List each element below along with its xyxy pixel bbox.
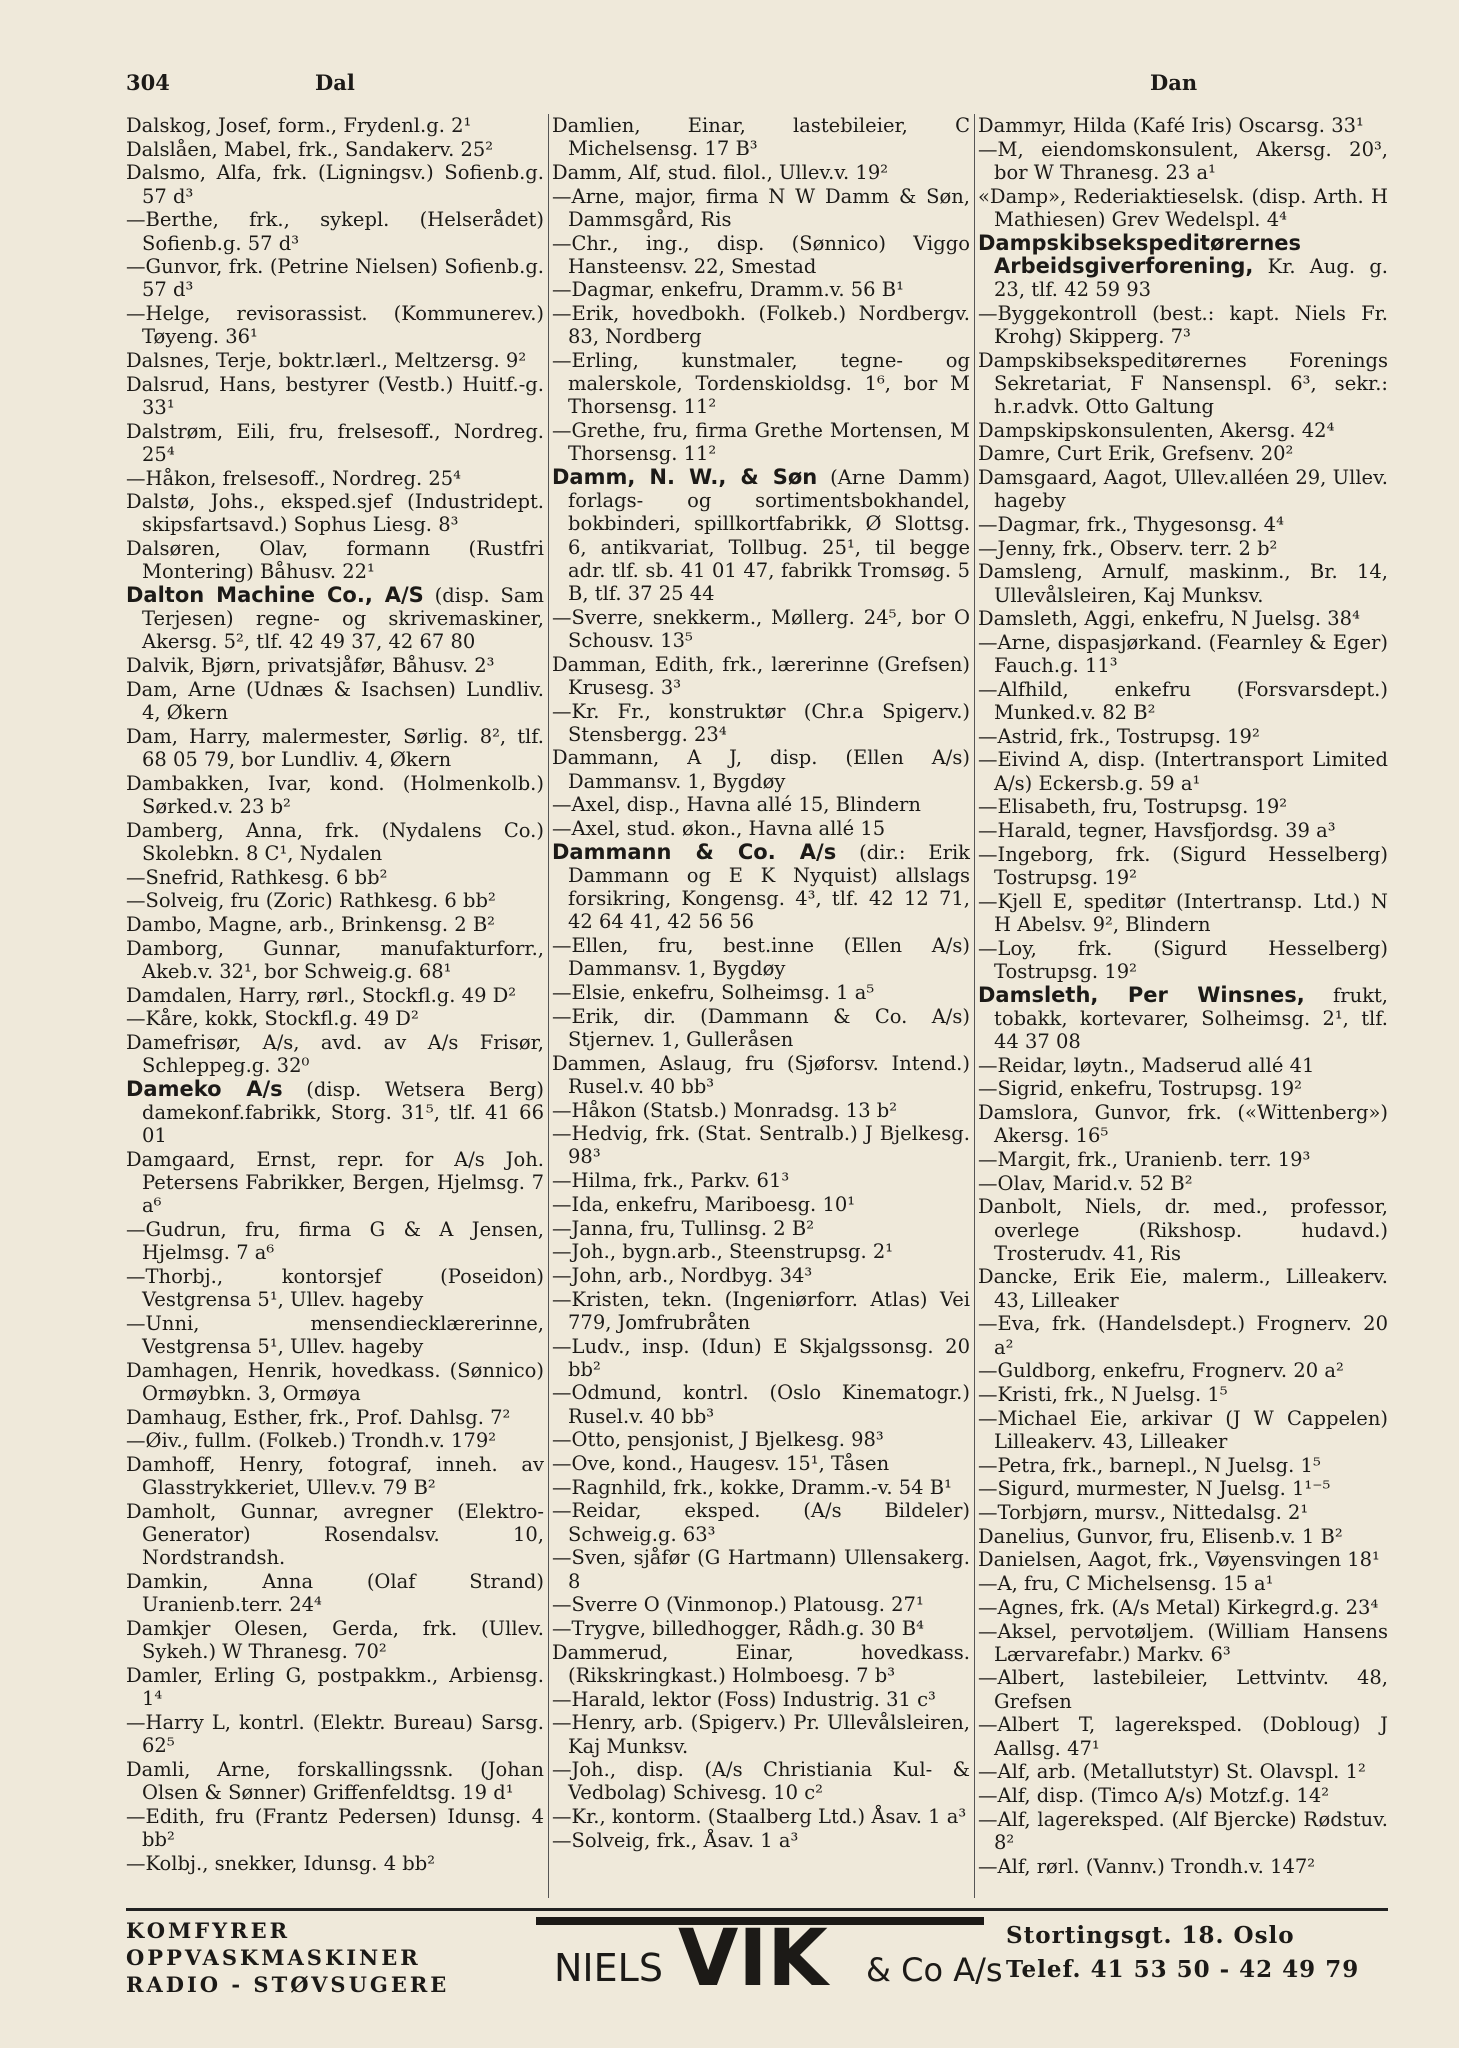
directory-entry <box>552 161 970 184</box>
entry-text: —Sverre, snekkerm., Møllerg. 24⁵, bor O Schousv. 13⁵ <box>552 605 970 652</box>
entry-text: Dambakken, Ivar, kond. (Holmenkolb.) Sørked.v. 23 b² <box>126 771 544 818</box>
directory-entry <box>552 278 970 301</box>
entry-text: —Petra, frk., barnepl., N Juelsg. 1⁵ <box>978 1453 1321 1477</box>
directory-entry <box>978 1501 1388 1524</box>
entry-text: —Agnes, frk. (A/s Metal) Kirkegrd.g. 23⁴ <box>978 1595 1379 1619</box>
directory-entry <box>126 1031 544 1077</box>
directory-entry <box>978 1572 1388 1595</box>
directory-entry <box>978 1760 1388 1783</box>
entry-text: Damhagen, Henrik, hovedkass. (Sønnico) Ormøybkn. 3, Ormøya <box>126 1358 544 1405</box>
entry-text: —Axel, stud. økon., Havna allé 15 <box>552 817 886 841</box>
entry-text: frukt, tobakk, kortevarer, Solheimsg. 2¹, tlf. 44 37 08 <box>994 983 1388 1053</box>
directory-entry <box>978 1525 1388 1548</box>
directory-entry <box>552 1593 970 1616</box>
entry-text: Damler, Erling G, postpakkm., Arbiensg. 1⁴ <box>126 1663 544 1711</box>
directory-entry <box>978 232 1388 302</box>
entry-text: —Hilma, frk., Parkv. 61³ <box>552 1169 790 1193</box>
directory-entry <box>126 1078 544 1148</box>
entry-text: —Håkon, frelsesoff., Nordreg. 25⁴ <box>126 466 461 490</box>
directory-entry <box>978 1713 1388 1759</box>
directory-entry <box>126 772 544 818</box>
directory-entry <box>126 208 544 254</box>
directory-entry <box>978 349 1388 419</box>
directory-entry <box>126 138 544 161</box>
directory-entry <box>978 419 1388 442</box>
entry-text: —Eva, frk. (Handelsdept.) Frognerv. 20 a² <box>978 1312 1388 1359</box>
directory-entry <box>552 1335 970 1381</box>
directory-entry <box>126 537 544 583</box>
entry-text: —Ellen, fru, best.inne (Ellen A/s) Dammansv. 1, Bygdøy <box>552 934 970 981</box>
entry-text: Dambo, Magne, arb., Brinkensg. 2 B² <box>126 912 495 936</box>
entry-text: —Odmund, kontrl. (Oslo Kinematogr.) Rusel.v. 40 bb³ <box>552 1381 970 1428</box>
entry-text: Damre, Curt Erik, Grefsenv. 20² <box>978 442 1294 466</box>
directory-entry <box>978 725 1388 748</box>
entry-text: Dampskibsekspeditørernes Forenings Sekretariat, F Nansenspl. 6³, sekr.: h.r.advk. Otto Galtung <box>978 348 1388 418</box>
directory-entry <box>978 138 1388 184</box>
directory-entry <box>978 631 1388 677</box>
directory-entry <box>552 1688 970 1711</box>
directory-entry <box>552 1805 970 1828</box>
entry-text: Damm, Alf, stud. filol., Ullev.v. 19² <box>552 160 889 184</box>
entry-text: Dammerud, Einar, hovedkass. (Rikskringkast.) Holmboesg. 7 b³ <box>552 1640 970 1687</box>
directory-entry <box>126 678 544 724</box>
entry-text: (dir.: Erik Dammann og E K Nyquist) allslags forsikring, Kongensg. 4³, tlf. 42 12 71, 42 64 41, 42 56 56 <box>568 840 970 934</box>
directory-entry <box>978 984 1388 1054</box>
entry-bold-name: Dameko A/s <box>126 1076 283 1101</box>
directory-entry <box>978 114 1388 137</box>
advertisement-banner <box>126 1908 1388 1995</box>
entry-text: —Olav, Marid.v. 52 B² <box>978 1171 1193 1195</box>
entry-text: Dalsnes, Terje, boktr.lærl., Meltzersg. 9² <box>126 349 527 373</box>
directory-entry <box>978 843 1388 889</box>
directory-entry <box>552 1617 970 1640</box>
directory-entry <box>552 1288 970 1334</box>
entry-text: —Gunvor, frk. (Petrine Nielsen) Sofienb.g. 57 d³ <box>126 255 544 302</box>
entry-text: —Helge, revisorassist. (Kommunerev.) Tøyeng. 36¹ <box>126 302 544 349</box>
entry-text: Damslora, Gunvor, frk. («Wittenberg») Akersg. 16⁵ <box>978 1101 1388 1148</box>
directory-entry <box>126 984 544 1007</box>
directory-entry <box>552 1052 970 1098</box>
directory-entry <box>126 373 544 419</box>
directory-entry <box>978 1407 1388 1453</box>
header-left-word: Dal <box>315 70 355 95</box>
directory-entry <box>552 1264 970 1287</box>
directory-entry <box>126 1429 544 1452</box>
entry-text: —Reidar, løytn., Madserud allé 41 <box>978 1053 1315 1077</box>
entry-text: —Solveig, fru (Zoric) Rathkesg. 6 bb² <box>126 889 496 913</box>
entry-text: —Chr., ing., disp. (Sønnico) Viggo Hansteensv. 22, Smestad <box>552 231 970 278</box>
directory-entry <box>978 537 1388 560</box>
directory-entry <box>978 1596 1388 1619</box>
entry-text: Damhaug, Esther, frk., Prof. Dahlsg. 7² <box>126 1405 511 1429</box>
directory-entry <box>126 1148 544 1218</box>
directory-entry <box>978 1454 1388 1477</box>
entry-text: Damgaard, Ernst, repr. for A/s Joh. Petersens Fabrikker, Bergen, Hjelmsg. 7 a⁶ <box>126 1147 544 1218</box>
entry-text: —Harald, lektor (Foss) Industrig. 31 c³ <box>552 1687 936 1711</box>
directory-entry <box>126 467 544 490</box>
directory-entry <box>126 1570 544 1616</box>
entry-text: —Dagmar, frk., Thygesonsg. 4⁴ <box>978 512 1284 536</box>
ad-product-list <box>126 1917 449 1998</box>
entry-bold-name: Dammann & Co. A/s <box>552 839 837 864</box>
directory-entry <box>552 1122 970 1168</box>
entry-text: —Torbjørn, mursv., Nittedalsg. 2¹ <box>978 1500 1309 1524</box>
entry-text: Dalsøren, Olav, formann (Rustfri Montering) Båhusv. 22¹ <box>126 537 544 584</box>
directory-entry <box>978 1548 1388 1571</box>
directory-entry <box>552 1169 970 1192</box>
entry-text: Damsleth, Aggi, enkefru, N Juelsg. 38⁴ <box>978 607 1360 631</box>
directory-entry <box>126 725 544 771</box>
directory-entry <box>978 1077 1388 1100</box>
directory-entry <box>978 1054 1388 1077</box>
directory-entry <box>978 1383 1388 1406</box>
directory-entry <box>126 1359 544 1405</box>
entry-text: Dalvik, Bjørn, privatsjåfør, Båhusv. 2³ <box>126 654 495 678</box>
entry-text: Dam, Arne (Udnæs & Isachsen) Lundliv. 4, Økern <box>126 677 544 725</box>
directory-entry <box>978 1195 1388 1265</box>
entry-text: —Unni, mensendiecklærerinne, Vestgrensa 5¹, Ullev. hageby <box>126 1311 544 1359</box>
entry-text: —M, eiendomskonsulent, Akersg. 20³, bor W Thranesg. 23 a¹ <box>978 137 1388 184</box>
directory-entry <box>552 841 970 934</box>
directory-entry <box>978 1101 1388 1147</box>
directory-entry <box>552 1193 970 1216</box>
entry-text: —Harald, tegner, Havsfjordsg. 39 a³ <box>978 819 1336 843</box>
ad-address <box>1006 1919 1359 1987</box>
directory-entry <box>126 1711 544 1757</box>
directory-entry <box>126 1406 544 1429</box>
entry-text: —Sven, sjåfør (G Hartmann) Ullensakerg. 8 <box>552 1546 970 1593</box>
entry-text: —Grethe, fru, firma Grethe Mortensen, M Thorsensg. 11² <box>552 419 970 466</box>
ad-line: OPPVASKMASKINER <box>126 1945 421 1970</box>
directory-entry <box>126 255 544 301</box>
directory-entry <box>978 748 1388 794</box>
directory-entry <box>552 1499 970 1545</box>
directory-entry <box>978 302 1388 348</box>
entry-text: —Elisabeth, fru, Tostrupsg. 19² <box>978 795 1288 819</box>
page-number: 304 <box>126 70 170 95</box>
directory-entry <box>978 1265 1388 1311</box>
ad-phone: Telef. 41 53 50 - 42 49 79 <box>1006 1956 1360 1983</box>
directory-entry <box>978 1359 1388 1382</box>
entry-text: —Trygve, billedhogger, Rådh.g. 30 B⁴ <box>552 1617 924 1640</box>
directory-entry <box>126 302 544 348</box>
entry-text: Damdalen, Harry, rørl., Stockfl.g. 49 D² <box>126 983 517 1007</box>
directory-entry <box>552 1005 970 1051</box>
entry-text: —Gudrun, fru, firma G & A Jensen, Hjelmsg. 7 a⁶ <box>126 1218 544 1265</box>
entry-bold-name: Dampskibsekspeditørernes Arbeidsgiverforening, <box>978 230 1302 278</box>
directory-entry <box>978 819 1388 842</box>
entry-text: —Alf, disp. (Timco A/s) Motzf.g. 14² <box>978 1783 1330 1807</box>
directory-entry <box>126 1453 544 1499</box>
entry-text: —Erik, hovedbokh. (Folkeb.) Nordbergv. 83, Nordberg <box>552 302 970 349</box>
logo-niels: NIELS <box>554 1946 663 1990</box>
directory-entry <box>978 466 1388 512</box>
directory-entry <box>978 185 1388 231</box>
header-right-word: Dan <box>1150 70 1198 95</box>
directory-entry <box>126 1852 544 1875</box>
entry-text: —Janna, fru, Tullinsg. 2 B² <box>552 1216 815 1240</box>
directory-entry <box>978 1855 1388 1878</box>
directory-entry <box>552 793 970 816</box>
entry-text: Danielsen, Aagot, frk., Vøyensvingen 18¹ <box>978 1548 1380 1572</box>
entry-text: —Alf, rørl. (Vannv.) Trondh.v. 147² <box>978 1854 1316 1878</box>
directory-entry <box>126 1500 544 1570</box>
directory-entry <box>978 1148 1388 1171</box>
entry-text: —Albert T, lagereksped. (Dobloug) J Aallsg. 47¹ <box>978 1713 1388 1760</box>
entry-text: —Sigurd, murmester, N Juelsg. 1¹⁻⁵ <box>978 1477 1331 1501</box>
directory-entry <box>552 114 970 160</box>
directory-entry <box>978 442 1388 465</box>
ad-line: RADIO - STØVSUGERE <box>126 1972 450 1997</box>
directory-entry <box>126 889 544 912</box>
entry-text: (Arne Damm) forlags- og sortimentsbokhandel, bokbinderi, spillkortfabrikk, Ø Slottsg. 6, antikvariat, Tollbug. 25¹, til begge adr. tlf. sb. 41 01 47, fabrikk Tromsøg. 5 B, tlf. 37 25 44 <box>568 466 970 606</box>
entry-text: Danbolt, Niels, dr. med., professor, overlege (Rikshosp. hudavd.) Trosterudv. 41, Ris <box>978 1195 1388 1265</box>
directory-entry <box>552 349 970 419</box>
directory-entry <box>126 114 544 137</box>
directory-entry <box>978 1620 1388 1666</box>
directory-entry <box>126 1007 544 1030</box>
entry-text: Damberg, Anna, frk. (Nydalens Co.) Skolebkn. 8 C¹, Nydalen <box>126 818 544 865</box>
directory-entry <box>552 1476 970 1499</box>
entry-text: —Kristi, frk., N Juelsg. 1⁵ <box>978 1382 1228 1406</box>
entry-text: —Reidar, eksped. (A/s Bildeler) Schweig.g. 63³ <box>552 1499 970 1546</box>
entry-text: —Eivind A, disp. (Intertransport Limited A/s) Eckersb.g. 59 a¹ <box>978 748 1388 795</box>
entry-text: —Øiv., fullm. (Folkeb.) Trondh.v. 179² <box>126 1429 497 1453</box>
directory-entry <box>978 1808 1388 1854</box>
entry-text: Damlien, Einar, lastebileier, C Michelsensg. 17 B³ <box>552 114 970 161</box>
entry-text: —Aksel, pervotøljem. (William Hansens Lærvarefabr.) Markv. 6³ <box>978 1619 1388 1666</box>
entry-text: —Hedvig, frk. (Stat. Sentralb.) J Bjelkesg. 98³ <box>552 1122 970 1169</box>
directory-entry <box>552 1641 970 1687</box>
directory-entry <box>978 937 1388 983</box>
entry-text: —Ingeborg, frk. (Sigurd Hesselberg) Tostrupsg. 19² <box>978 842 1388 889</box>
directory-entry <box>978 1172 1388 1195</box>
entry-text: —Dagmar, enkefru, Dramm.v. 56 B¹ <box>552 278 904 302</box>
entry-text: Dammyr, Hilda (Kafé Iris) Oscarsg. 33¹ <box>978 114 1364 137</box>
entry-text: Damsleng, Arnulf, maskinm., Br. 14, Ullevålsleiren, Kaj Munksv. <box>978 560 1388 607</box>
entry-text: —Snefrid, Rathkesg. 6 bb² <box>126 865 388 889</box>
directory-entry <box>126 1617 544 1663</box>
directory-entry <box>126 584 544 654</box>
entry-text: —Erling, kunstmaler, tegne- og malerskole, Tordenskioldsg. 1⁶, bor M Thorsensg. 11² <box>552 349 970 419</box>
entry-text: —Otto, pensjonist, J Bjelkesg. 98³ <box>552 1428 884 1452</box>
entry-text: Damkin, Anna (Olaf Strand) Uranienb.terr. 24⁴ <box>126 1570 544 1617</box>
directory-entry <box>126 349 544 372</box>
directory-entry <box>978 1666 1388 1712</box>
entry-text: —Alf, lagereksped. (Alf Bjercke) Rødstuv. 8² <box>978 1807 1388 1854</box>
entry-text: —Henry, arb. (Spigerv.) Pr. Ullevålsleiren, Kaj Munksv. <box>552 1711 970 1758</box>
entry-text: —Loy, frk. (Sigurd Hesselberg) Tostrupsg. 19² <box>978 936 1388 983</box>
entry-text: —Edith, fru (Frantz Pedersen) Idunsg. 4 bb² <box>126 1804 544 1851</box>
directory-entry <box>126 1218 544 1264</box>
directory-entry <box>552 653 970 699</box>
directory-entry <box>552 1099 970 1122</box>
entry-text: —Michael Eie, arkivar (J W Cappelen) Lilleakerv. 43, Lilleaker <box>978 1406 1388 1453</box>
directory-column-1 <box>126 114 544 1875</box>
directory-entry <box>126 866 544 889</box>
entry-text: Dalskog, Josef, form., Frydenl.g. 2¹ <box>126 114 472 137</box>
entry-text: Damholt, Gunnar, avregner (Elektro-Generator) Rosendalsv. 10, Nordstrandsh. <box>126 1499 544 1570</box>
entry-text: Dammann, A J, disp. (Ellen A/s) Dammansv. 1, Bygdøy <box>552 746 970 793</box>
entry-text: Damkjer Olesen, Gerda, frk. (Ullev. Sykeh.) W Thranesg. 70² <box>126 1617 544 1664</box>
directory-entry <box>978 678 1388 724</box>
entry-text: —Sigrid, enkefru, Tostrupsg. 19² <box>978 1077 1302 1101</box>
entry-text: —Guldborg, enkefru, Frognerv. 20 a² <box>978 1359 1344 1383</box>
directory-entry <box>978 607 1388 630</box>
entry-text: Dalstø, Johs., eksped.sjef (Industridept. skipsfartsavd.) Sophus Liesg. 8³ <box>126 490 544 537</box>
directory-entry <box>552 1711 970 1757</box>
directory-entry <box>126 913 544 936</box>
directory-entry <box>552 1428 970 1451</box>
entry-text: «Damp», Rederiaktieselsk. (disp. Arth. H Mathiesen) Grev Wedelspl. 4⁴ <box>978 184 1388 231</box>
directory-entry <box>978 1784 1388 1807</box>
entry-text: —John, arb., Nordbyg. 34³ <box>552 1263 813 1287</box>
ad-line: KOMFYRER <box>126 1918 291 1943</box>
directory-entry <box>126 1312 544 1358</box>
directory-entry <box>126 1664 544 1710</box>
entry-text: Dalslåen, Mabel, frk., Sandakerv. 25² <box>126 137 494 161</box>
column-divider <box>974 114 975 1898</box>
entry-text: Damli, Arne, forskallingssnk. (Johan Olsen & Sønner) Griffenfeldtsg. 19 d¹ <box>126 1757 544 1804</box>
entry-text: —Sverre O (Vinmonop.) Platousg. 27¹ <box>552 1593 924 1617</box>
entry-text: —Kjell E, speditør (Intertransp. Ltd.) N H Abelsv. 9², Blindern <box>978 889 1388 936</box>
directory-entry <box>552 1381 970 1427</box>
entry-text: Dalsrud, Hans, bestyrer (Vestb.) Huitf.-g. 33¹ <box>126 372 544 419</box>
directory-entry <box>552 1829 970 1852</box>
entry-text: Damsgaard, Aagot, Ullev.alléen 29, Ullev. hageby <box>978 466 1388 513</box>
directory-entry <box>978 1312 1388 1358</box>
entry-text: —Harry L, kontrl. (Elektr. Bureau) Sarsg. 62⁵ <box>126 1710 544 1758</box>
entry-text: Danelius, Gunvor, fru, Elisenb.v. 1 B² <box>978 1524 1343 1548</box>
entry-text: —Alfhild, enkefru (Forsvarsdept.) Munked.v. 82 B² <box>978 677 1388 725</box>
entry-text: —Astrid, frk., Tostrupsg. 19² <box>978 724 1260 748</box>
entry-text: Dalsmo, Alfa, frk. (Ligningsv.) Sofienb.g. 57 d³ <box>126 161 544 208</box>
directory-entry <box>978 513 1388 536</box>
entry-text: Damefrisør, A/s, avd. av A/s Frisør, Schleppeg.g. 32⁰ <box>126 1030 544 1078</box>
entry-text: —Elsie, enkefru, Solheimsg. 1 a⁵ <box>552 981 875 1005</box>
directory-entry <box>126 1265 544 1311</box>
entry-text: Dalstrøm, Eili, fru, frelsesoff., Nordreg. 25⁴ <box>126 419 544 466</box>
entry-text: —Kr., kontorm. (Staalberg Ltd.) Åsav. 1 a³ <box>552 1805 967 1829</box>
entry-text: —Berthe, frk., sykepl. (Helserådet) Sofienb.g. 57 d³ <box>126 208 544 255</box>
logo-co: & Co A/s <box>866 1951 1003 1989</box>
entry-text: Kr. Aug. g. 23, tlf. 42 59 93 <box>994 254 1388 301</box>
directory-entry <box>126 490 544 536</box>
column-divider <box>548 114 549 1898</box>
entry-text: Damhoff, Henry, fotograf, inneh. av Glasstrykkeriet, Ullev.v. 79 B² <box>126 1453 544 1500</box>
entry-text: —Byggekontroll (best.: kapt. Niels Fr. Krohg) Skipperg. 7³ <box>978 301 1388 348</box>
directory-entry <box>552 1217 970 1240</box>
entry-text: —Ida, enkefru, Mariboesg. 10¹ <box>552 1192 856 1216</box>
directory-entry <box>978 795 1388 818</box>
directory-entry <box>552 746 970 792</box>
entry-text: —Ove, kond., Haugesv. 15¹, Tåsen <box>552 1452 890 1476</box>
directory-entry <box>126 937 544 983</box>
directory-entry <box>552 302 970 348</box>
directory-entry <box>978 560 1388 606</box>
directory-column-2 <box>552 114 970 1853</box>
entry-text: —Erik, dir. (Dammann & Co. A/s) Stjernev. 1, Gulleråsen <box>552 1004 970 1051</box>
directory-entry <box>552 934 970 980</box>
entry-bold-name: Damm, N. W., & Søn <box>552 465 818 490</box>
directory-entry <box>552 981 970 1004</box>
directory-entry <box>552 185 970 231</box>
directory-entry <box>552 419 970 465</box>
ad-street: Stortingsgt. 18. Oslo <box>1006 1922 1295 1949</box>
entry-text: —Thorbj., kontorsjef (Poseidon) Vestgrensa 5¹, Ullev. hageby <box>126 1264 544 1312</box>
entry-text: —Jenny, frk., Observ. terr. 2 b² <box>978 536 1278 560</box>
entry-text: —Kristen, tekn. (Ingeniørforr. Atlas) Vei 779, Jomfrubråten <box>552 1287 970 1334</box>
directory-entry <box>552 1240 970 1263</box>
entry-text: —Axel, disp., Havna allé 15, Blindern <box>552 793 921 817</box>
entry-text: —Alf, arb. (Metallutstyr) St. Olavspl. 1² <box>978 1760 1366 1784</box>
entry-text: —Ludv., insp. (Idun) E Skjalgssonsg. 20 bb² <box>552 1334 970 1381</box>
entry-text: —Arne, dispasjørkand. (Fearnley & Eger) Fauch.g. 11³ <box>978 630 1388 678</box>
entry-text: (disp. Wetsera Berg) damekonf.fabrikk, Storg. 31⁵, tlf. 41 66 01 <box>142 1077 545 1148</box>
entry-text: Damborg, Gunnar, manufakturforr., Akeb.v. 32¹, bor Schweig.g. 68¹ <box>126 936 544 983</box>
entry-text: —Kr. Fr., konstruktør (Chr.a Spigerv.) Stensbergg. 23⁴ <box>552 699 970 746</box>
logo-vik: VIK <box>678 1914 828 1991</box>
entry-text: —Ragnhild, frk., kokke, Dramm.-v. 54 B¹ <box>552 1475 952 1499</box>
directory-entry <box>552 1452 970 1475</box>
directory-entry <box>552 606 970 652</box>
directory-entry <box>126 420 544 466</box>
entry-text: —Joh., bygn.arb., Steenstrupsg. 2¹ <box>552 1240 894 1264</box>
entry-text: —Arne, major, firma N W Damm & Søn, Dammsgård, Ris <box>552 184 970 231</box>
entry-text: —Albert, lastebileier, Lettvintv. 48, Grefsen <box>978 1666 1388 1713</box>
entry-text: —Margit, frk., Uranienb. terr. 19³ <box>978 1147 1311 1171</box>
entry-text: Dam, Harry, malermester, Sørlig. 8², tlf. 68 05 79, bor Lundliv. 4, Økern <box>126 724 544 771</box>
directory-entry <box>126 819 544 865</box>
directory-entry <box>552 232 970 278</box>
directory-entry <box>126 1758 544 1804</box>
entry-text: Dampskipskonsulenten, Akersg. 42⁴ <box>978 418 1335 442</box>
entry-text: (disp. Sam Terjesen) regne- og skrivemaskiner, Akersg. 5², tlf. 42 49 37, 42 67 80 <box>142 584 544 654</box>
directory-entry <box>552 700 970 746</box>
entry-text: —Kåre, kokk, Stockfl.g. 49 D² <box>126 1007 419 1031</box>
directory-entry <box>126 654 544 677</box>
entry-text: —A, fru, C Michelsensg. 15 a¹ <box>978 1572 1274 1596</box>
entry-text: Dammen, Aslaug, fru (Sjøforsv. Intend.) Rusel.v. 40 bb³ <box>552 1051 970 1098</box>
entry-bold-name: Damsleth, Per Winsnes, <box>978 982 1305 1007</box>
directory-entry <box>552 817 970 840</box>
directory-entry <box>552 466 970 605</box>
directory-entry <box>552 1758 970 1804</box>
entry-text: —Håkon (Statsb.) Monradsg. 13 b² <box>552 1098 898 1122</box>
directory-entry <box>552 1546 970 1592</box>
entry-text: —Joh., disp. (A/s Christiania Kul- & Vedbolag) Schivesg. 10 c² <box>552 1758 970 1805</box>
directory-entry <box>978 890 1388 936</box>
directory-column-3 <box>978 114 1388 1878</box>
entry-text: Damman, Edith, frk., lærerinne (Grefsen) Krusesg. 3³ <box>552 652 970 699</box>
entry-text: Dancke, Erik Eie, malerm., Lilleakerv. 43, Lilleaker <box>978 1265 1388 1312</box>
directory-entry <box>978 1477 1388 1500</box>
directory-entry <box>126 161 544 207</box>
entry-text: —Solveig, frk., Åsav. 1 a³ <box>552 1828 799 1852</box>
directory-entry <box>126 1805 544 1851</box>
entry-bold-name: Dalton Machine Co., A/S <box>126 583 424 608</box>
entry-text: —Kolbj., snekker, Idunsg. 4 bb² <box>126 1851 436 1875</box>
